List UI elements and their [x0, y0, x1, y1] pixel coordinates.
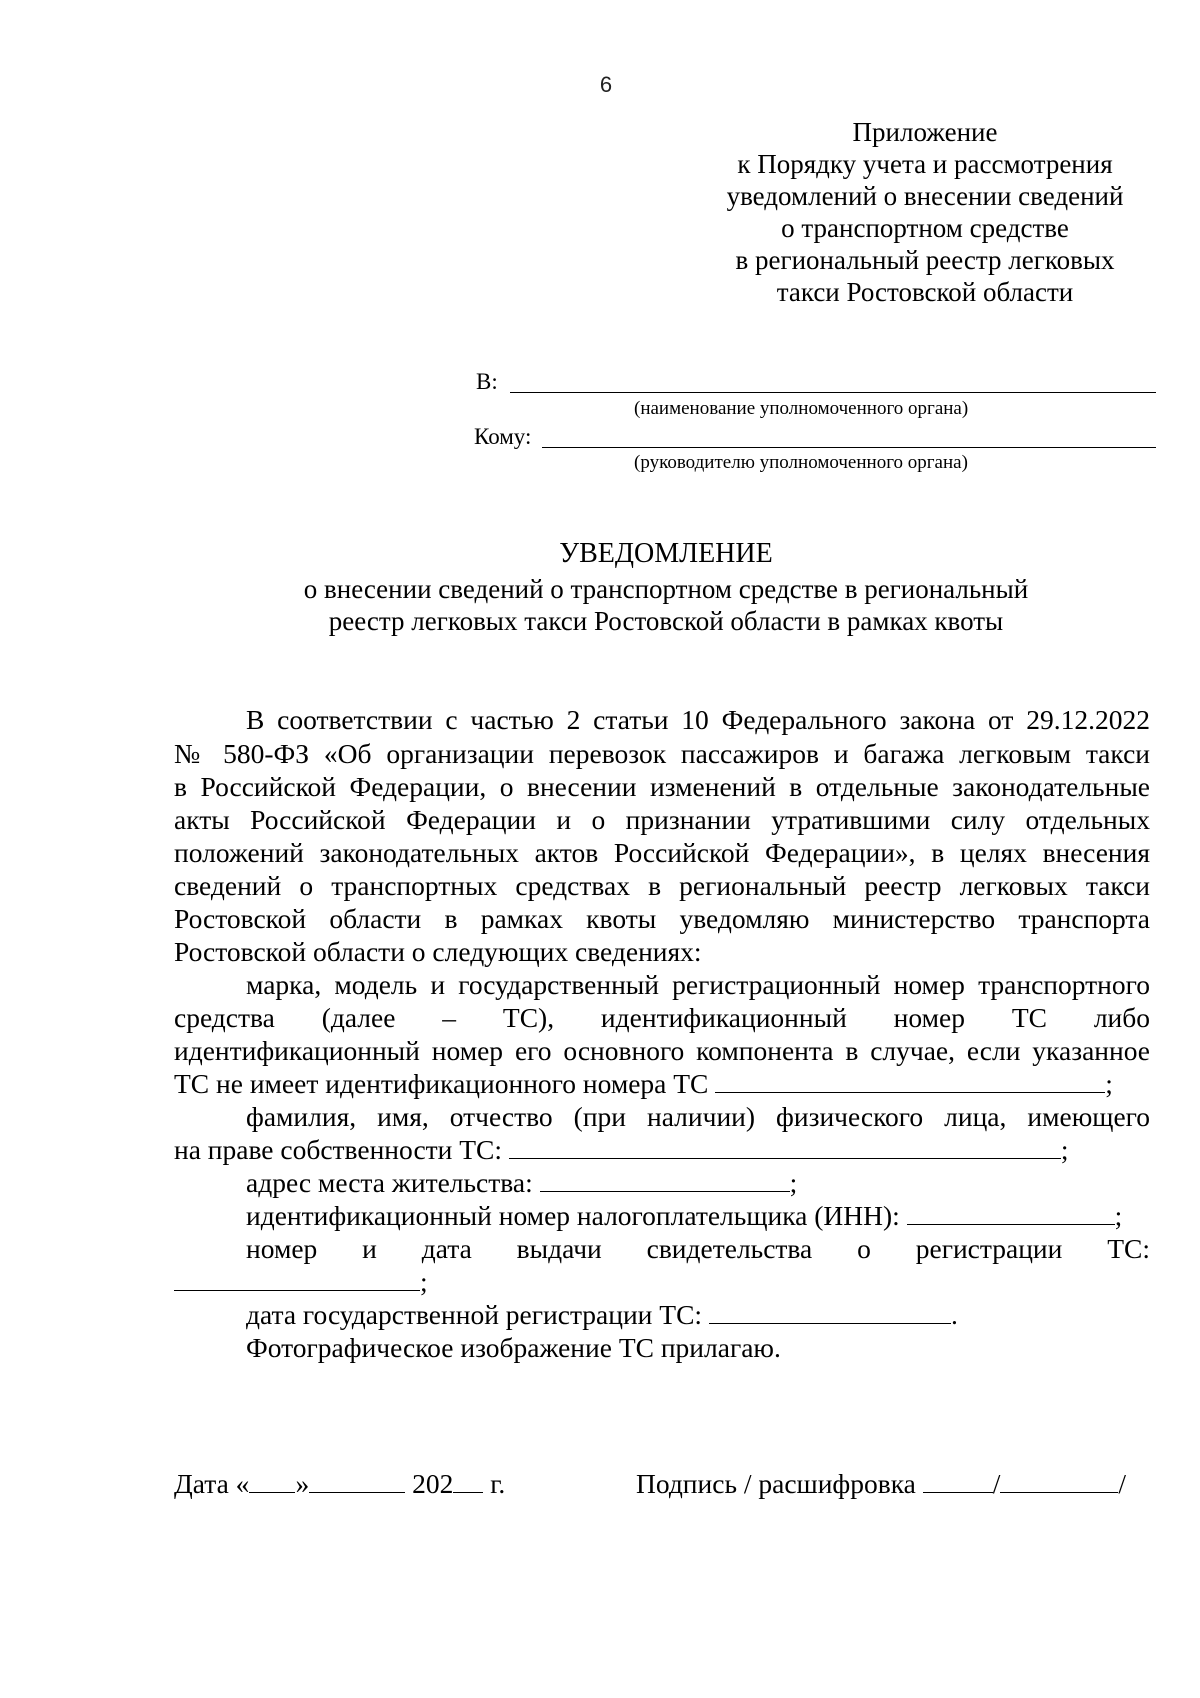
- date-day-blank[interactable]: [249, 1470, 295, 1493]
- vehicle-info-line: средства (далее – ТС), идентификационный номер ТС либо: [174, 1002, 1150, 1033]
- date-label: Дата «: [174, 1468, 250, 1499]
- year-suffix: г.: [490, 1468, 506, 1499]
- paragraph-line: сведений о транспортных средствах в региональный реестр легковых такси: [174, 870, 1150, 901]
- vehicle-info-line: марка, модель и государственный регистрационный номер транспортного: [246, 969, 1150, 1000]
- document-subtitle: о внесении сведений о транспортном средстве в региональный: [303, 574, 1029, 604]
- whom-caption: (руководителю уполномоченного органа): [634, 452, 968, 473]
- signature-blank[interactable]: [923, 1470, 993, 1493]
- appendix-line: Приложение: [852, 117, 998, 147]
- paragraph-line: Ростовской области в рамках квоты уведомляю министерство транспорта: [174, 903, 1150, 934]
- paragraph-line: Ростовской области о следующих сведениях:: [174, 936, 702, 967]
- address-field: [246, 1167, 797, 1199]
- document-subtitle: реестр легковых такси Ростовской области в рамках квоты: [328, 606, 1004, 636]
- paragraph-line: № 580-ФЗ «Об организации перевозок пассажиров и багажа легковым такси: [174, 738, 1150, 769]
- registration-date-label: дата государственной регистрации ТС:: [246, 1299, 703, 1330]
- owner-line: фамилия, имя, отчество (при наличии) физического лица, имеющего: [246, 1101, 1150, 1132]
- vehicle-info-field: [174, 1068, 1113, 1100]
- appendix-line: о транспортном средстве: [781, 213, 1069, 243]
- appendix-line: к Порядку учета и рассмотрения: [737, 149, 1113, 179]
- vehicle-info-label: ТС не имеет идентификационного номера ТС: [174, 1068, 709, 1099]
- semicolon: ;: [789, 1167, 798, 1198]
- date-field: [174, 1468, 505, 1500]
- certificate-blank[interactable]: [174, 1268, 420, 1291]
- signature-field: [636, 1468, 1126, 1500]
- appendix-block: [700, 116, 1150, 308]
- certificate-field: [174, 1266, 428, 1298]
- owner-label: на праве собственности ТС:: [174, 1134, 503, 1165]
- to-caption: (наименование уполномоченного органа): [634, 398, 969, 419]
- certificate-label: номер и дата выдачи свидетельства о регистрации ТС:: [246, 1233, 1150, 1264]
- signature-name-blank[interactable]: [1000, 1470, 1118, 1493]
- semicolon: ;: [420, 1266, 428, 1297]
- semicolon: ;: [1105, 1068, 1113, 1099]
- paragraph-line: В соответствии с частью 2 статьи 10 Федерального закона от 29.12.2022: [246, 704, 1150, 735]
- appendix-line: такси Ростовской области: [776, 277, 1074, 307]
- address-label: адрес места жительства:: [246, 1167, 533, 1198]
- page-number: 6: [599, 72, 613, 97]
- registration-date-blank[interactable]: [709, 1301, 951, 1324]
- whom-field-line[interactable]: [542, 447, 1156, 448]
- appendix-line: в региональный реестр легковых: [735, 245, 1115, 275]
- photo-statement: Фотографическое изображение ТС прилагаю.: [246, 1332, 781, 1363]
- inn-blank[interactable]: [907, 1202, 1115, 1225]
- slash: /: [992, 1468, 1001, 1499]
- paragraph-line: акты Российской Федерации и о признании утратившими силу отдельных: [174, 804, 1150, 835]
- appendix-line: уведомлений о внесении сведений: [726, 181, 1124, 211]
- slash: /: [1118, 1468, 1127, 1499]
- inn-field: [246, 1200, 1122, 1232]
- owner-field: [174, 1134, 1069, 1166]
- date-year-blank[interactable]: [453, 1470, 483, 1493]
- document-title: УВЕДОМЛЕНИЕ: [559, 538, 773, 569]
- registration-date-field: [246, 1299, 958, 1331]
- vehicle-info-line: идентификационный номер его основного компонента в случае, если указанное: [174, 1035, 1150, 1066]
- semicolon: ;: [1060, 1134, 1069, 1165]
- address-blank[interactable]: [540, 1169, 790, 1192]
- to-field-line[interactable]: [510, 392, 1156, 393]
- whom-label: Кому:: [474, 424, 532, 449]
- vehicle-id-blank[interactable]: [715, 1070, 1105, 1093]
- paragraph-line: положений законодательных актов Российской Федерации», в целях внесения: [174, 837, 1150, 868]
- semicolon: ;: [1114, 1200, 1123, 1231]
- to-label: В:: [476, 369, 498, 394]
- period: .: [950, 1299, 958, 1330]
- signature-label: Подпись / расшифровка: [636, 1468, 916, 1499]
- date-close-quote: »: [295, 1468, 310, 1499]
- paragraph-line: в Российской Федерации, о внесении изменений в отдельные законодательные: [174, 771, 1150, 802]
- date-month-blank[interactable]: [309, 1470, 405, 1493]
- inn-label: идентификационный номер налогоплательщика (ИНН):: [246, 1200, 900, 1231]
- owner-blank[interactable]: [509, 1136, 1061, 1159]
- year-prefix: 202: [412, 1468, 454, 1499]
